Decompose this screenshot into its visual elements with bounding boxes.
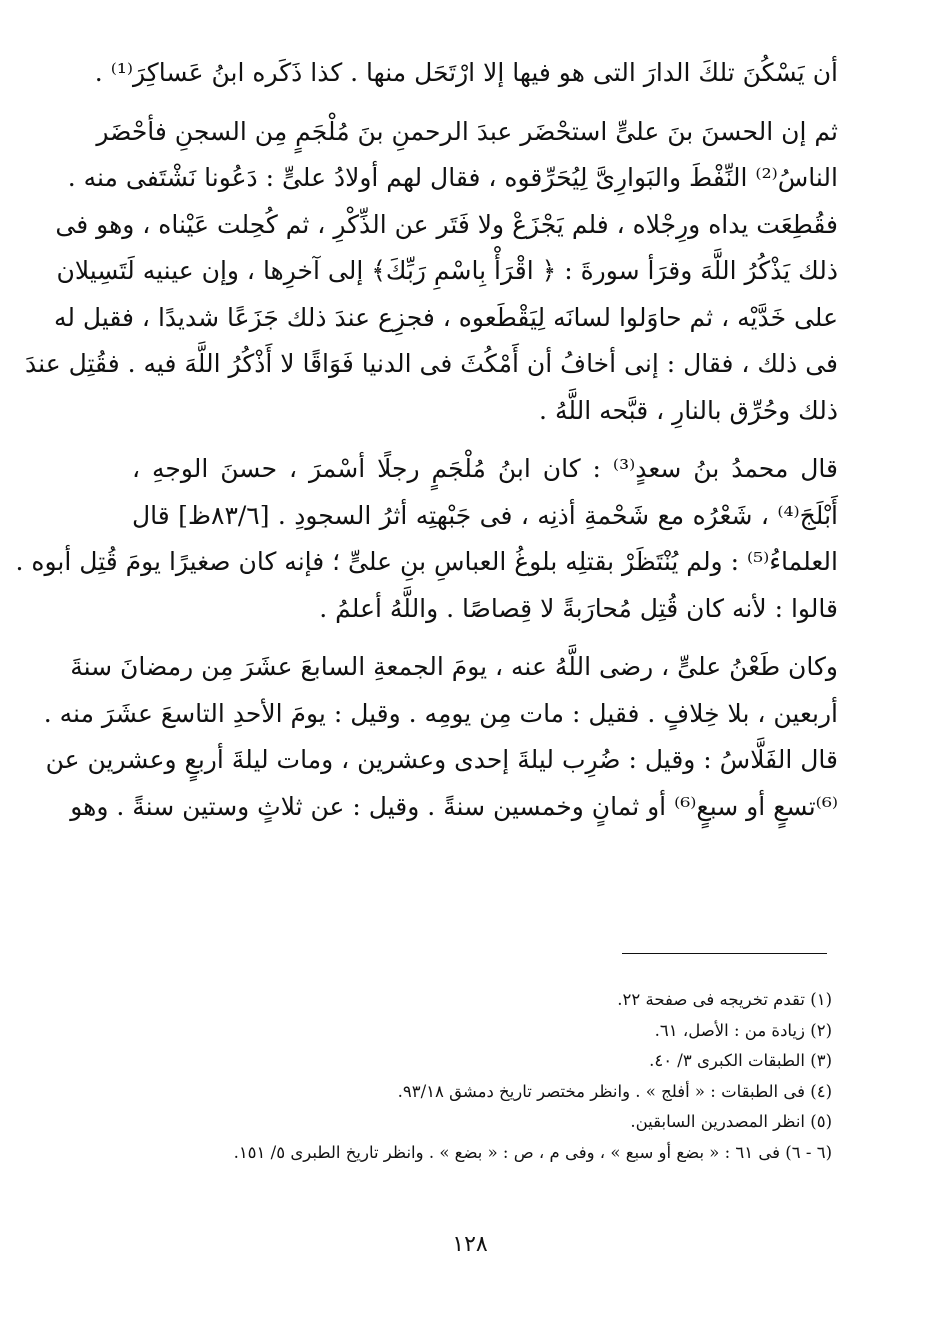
paragraph-1 [94,50,838,97]
text-line: أَبْلَجَ⁽⁴⁾ ، شَعْرُه مع شَحْمةِ أذنِه ، فى جَبْهتِه أثرُ السجودِ . [٨٣/٦ظ] قال [132,500,838,530]
page-number: ١٢٨ [452,1232,488,1257]
text-line: العلماءُ⁽⁵⁾ : ولم يُنْتَظَرْ بقتلِه بلوغُ العباسِ بنِ علىٍّ ؛ فإنه كان صغيرًا يومَ قُتِل أبوه . [15,547,838,576]
text-line: أربعين ، بلا خِلافٍ . فقيل : مات مِن يومِه . وقيل : يومَ الأحدِ التاسعَ عشَرَ منه . [43,698,838,728]
footnote-separator [622,953,827,954]
footnote-5: (٥) انظر المصدرين السابقين. [630,1112,832,1131]
text-line: ⁽⁶⁾تسعٍ أو سبعٍ⁽⁶⁾ أو ثمانٍ وخمسين سنةً . وقيل : عن ثلاثٍ وستين سنةً . وهو [70,791,838,821]
text-line: فى ذلك ، فقال : إنى أخافُ أن أَمْكُثَ فى الدنيا فَوَاقًا لا أَذْكُرُ اللَّهَ فيه . فقُتِل عندَ [25,349,838,378]
footnote-6: (٦ - ٦) فى ٦١ : « بضع أو سبع » ، وفى م ، ص : « بضع » . وانظر تاريخ الطبرى ٥/ ١٥١. [233,1142,832,1162]
text-line: على خَدَّيْه ، ثم حاوَلوا لسانَه لِيَقْطَعوه ، فجزِع عندَ ذلك جَزَعًا شديدًا ، فقيل له [53,302,838,332]
text-line: الناسُ⁽²⁾ النِّفْطَ والبَوارِىَّ لِيُحَرِّقوه ، فقال لهم أولادُ علىٍّ : دَعُونا نَشْتَفى منه . [67,163,838,192]
text-line: ذلك وحُرِّق بالنارِ ، قبَّحه اللَّهُ . [539,395,838,425]
text-line: أن يَسْكُنَ تلكَ الدارَ التى هو فيها إلا ارْتَحَل منها . كذا ذَكَره ابنُ عَساكِرَ⁽¹⁾ . [94,58,838,87]
text-line: قال الفَلَّاسُ : وقيل : ضُرِب ليلةَ إحدى وعشرين ، ومات ليلةَ أربعٍ وعشرين عن [45,745,838,774]
text-line: وكان طَعْنُ علىٍّ ، رضى اللَّهُ عنه ، يومَ الجمعةِ السابعَ عشَرَ مِن رمضانَ سنةَ [70,652,838,681]
text-line: قال محمدُ بنُ سعدٍ⁽³⁾ : كان ابنُ مُلْجَمٍ رجلًا أسْمرَ ، حسنَ الوجهِ ، [132,454,839,483]
footnote-2: (٢) زيادة من : الأصل، ٦١. [654,1020,832,1040]
paragraph-3 [15,446,839,632]
paragraph-2 [25,109,838,435]
footnote-4: (٤) فى الطبقات : « أفلج » . وانظر مختصر تاريخ دمشق ٩٣/١٨. [397,1081,832,1101]
paragraph-4 [43,644,838,830]
text-line: قالوا : لأنه كان قُتِل مُحارَبةً لا قِصاصًا . واللَّهُ أعلمُ . [319,593,838,623]
main-text [15,50,839,830]
footnote-1: (١) تقدم تخريجه فى صفحة ٢٢. [617,990,832,1009]
footnote-3: (٣) الطبقات الكبرى ٣/ ٤٠. [649,1051,832,1070]
text-line: فقُطِعَت يداه ورِجْلاه ، فلم يَجْزَعْ ولا فَتَر عن الذِّكْرِ ، ثم كُحِلت عَيْناه ، وهو فى [55,209,838,239]
text-line: ثم إن الحسنَ بنَ علىٍّ استحْضَر عبدَ الرحمنِ بنَ مُلْجَمٍ مِن السجنِ فأحْضَر [96,116,838,146]
text-line: ذلك يَذْكُرُ اللَّهَ وقرَأ سورةَ : ﴿ اقْرَأْ بِاسْمِ رَبِّكَ﴾ إلى آخرِها ، وإن عينيه لَتَسِيلان [56,256,838,285]
footnotes [150,985,832,1168]
